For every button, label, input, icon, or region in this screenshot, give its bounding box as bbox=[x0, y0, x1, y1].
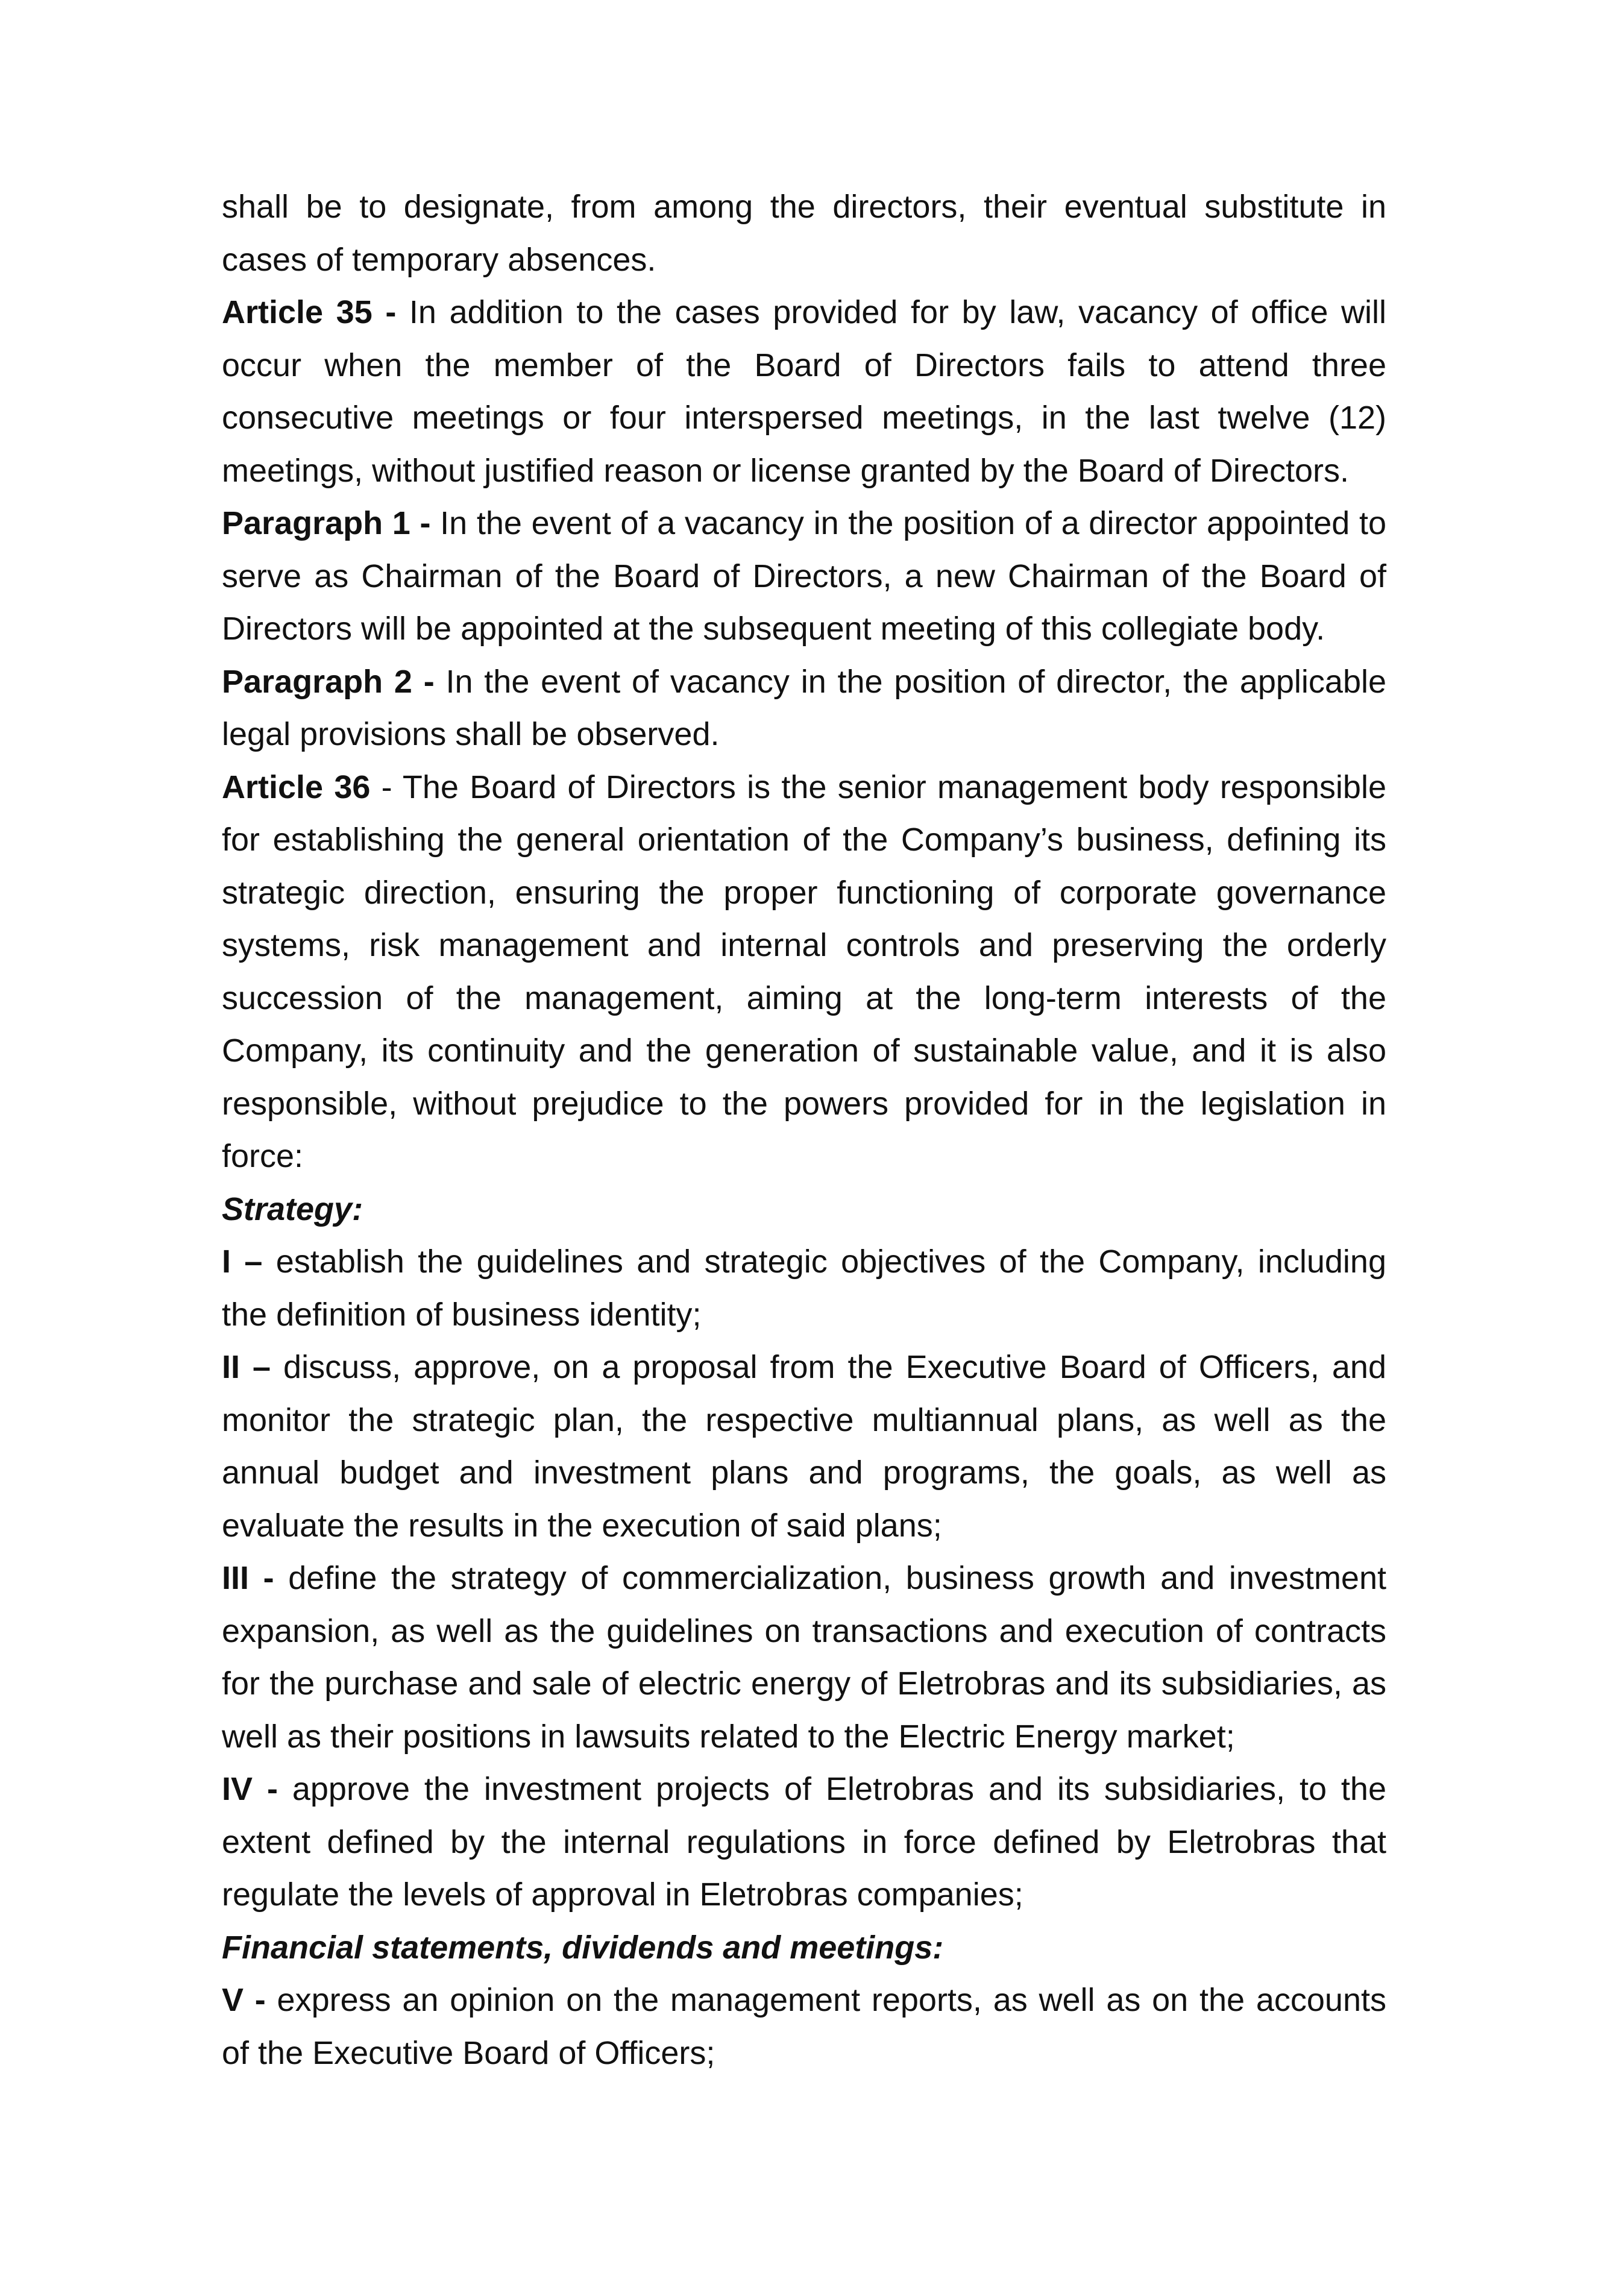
item-text: establish the guidelines and strategic objectives of the Company, including the definition of business identity; bbox=[222, 1244, 1386, 1333]
paragraph-text: shall be to designate, from among the directors, their eventual substitute in cases of temporary absences. bbox=[222, 189, 1386, 278]
item-label: III - bbox=[222, 1560, 274, 1596]
item-iii bbox=[222, 1552, 1386, 1763]
item-text: express an opinion on the management reports, as well as on the accounts of the Executive Board of Officers; bbox=[222, 1982, 1386, 2071]
section-heading-strategy: Strategy: bbox=[222, 1190, 363, 1227]
item-text: approve the investment projects of Eletrobras and its subsidiaries, to the extent defined by the internal regulations in force defined by Eletrobras that regulate the levels of approval in Eletrobras companies; bbox=[222, 1771, 1386, 1913]
paragraph-1 bbox=[222, 497, 1386, 656]
article-label: Article 36 bbox=[222, 769, 371, 805]
article-36 bbox=[222, 761, 1386, 1183]
paragraph-label: Paragraph 1 - bbox=[222, 505, 431, 541]
item-label: IV - bbox=[222, 1771, 278, 1807]
item-text: define the strategy of commercialization, business growth and investment expansion, as well as the guidelines on transactions and execution of contracts for the purchase and sale of electric energy of Eletrobras and its subsidiaries, as well as their positions in lawsuits related to the Electric Energy market; bbox=[222, 1560, 1386, 1755]
item-label: V - bbox=[222, 1982, 266, 2018]
item-label: II – bbox=[222, 1349, 271, 1385]
article-35 bbox=[222, 286, 1386, 497]
paragraph-2 bbox=[222, 656, 1386, 761]
item-label: I – bbox=[222, 1244, 263, 1280]
item-v bbox=[222, 1974, 1386, 2080]
article-text: In addition to the cases provided for by law, vacancy of office will occur when the member of the Board of Directors fails to attend three consecutive meetings or four interspersed meetings, in the last twelve (12) meetings, without justified reason or license granted by the Board of Directors. bbox=[222, 294, 1386, 489]
paragraph-label: Paragraph 2 - bbox=[222, 663, 435, 700]
item-ii bbox=[222, 1341, 1386, 1552]
item-i bbox=[222, 1236, 1386, 1341]
paragraph-text: In the event of vacancy in the position of director, the applicable legal provisions shall be observed. bbox=[222, 663, 1386, 752]
section-heading-financial: Financial statements, dividends and meetings: bbox=[222, 1929, 944, 1966]
article-text: - The Board of Directors is the senior management body responsible for establishing the general orientation of the Company’s business, defining its strategic direction, ensuring the proper functioning of corporate governance systems, risk management and internal controls and preserving the orderly succession of the management, aiming at the long-term interests of the Company, its continuity and the generation of sustainable value, and it is also responsible, without prejudice to the powers provided for in the legislation in force: bbox=[222, 769, 1386, 1174]
item-iv bbox=[222, 1763, 1386, 1922]
document-page bbox=[222, 181, 1386, 2080]
paragraph-substitute bbox=[222, 181, 1386, 286]
article-label: Article 35 - bbox=[222, 294, 397, 330]
item-text: discuss, approve, on a proposal from the Executive Board of Officers, and monitor the strategic plan, the respective multiannual plans, as well as the annual budget and investment plans and programs, the goals, as well as evaluate the results in the execution of said plans; bbox=[222, 1349, 1386, 1544]
paragraph-text: In the event of a vacancy in the position of a director appointed to serve as Chairman of the Board of Directors, a new Chairman of the Board of Directors will be appointed at the subsequent meeting of this collegiate body. bbox=[222, 505, 1386, 647]
